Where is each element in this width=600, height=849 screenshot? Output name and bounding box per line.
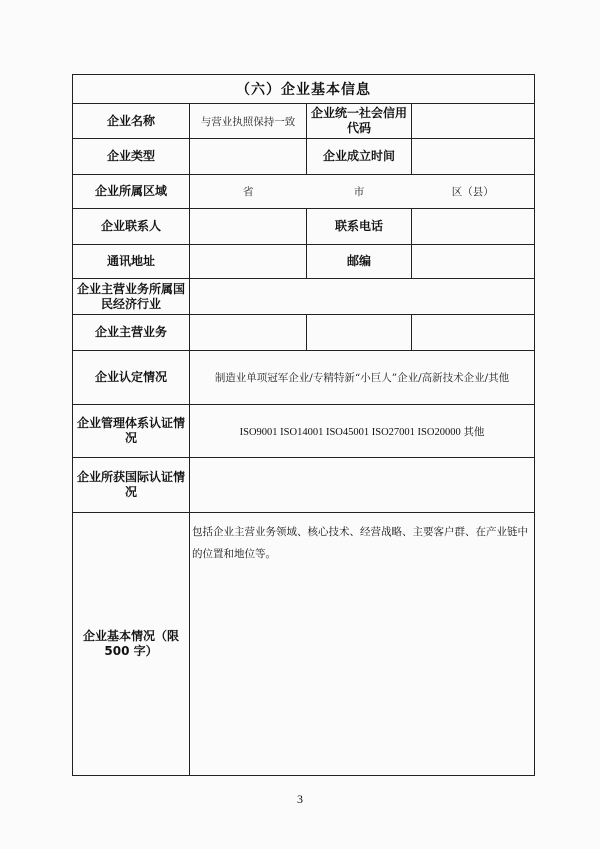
region-city-field[interactable]: 市: [307, 175, 412, 209]
enterprise-info-table: [72, 74, 535, 776]
table-row: [73, 405, 535, 458]
company-type-field[interactable]: [190, 139, 307, 175]
postcode-field[interactable]: [412, 245, 535, 279]
section-title: （六）企业基本信息: [73, 75, 535, 104]
phone-label: 联系电话: [307, 209, 412, 245]
company-name-field[interactable]: 与营业执照保持一致: [190, 104, 307, 139]
management-cert-label: 企业管理体系认证情况: [73, 405, 190, 458]
intl-cert-label: 企业所获国际认证情况: [73, 458, 190, 513]
table-row: [73, 458, 535, 513]
table-row: [73, 139, 535, 175]
main-business-field-1[interactable]: [190, 315, 307, 351]
table-row: [73, 104, 535, 139]
region-district-field[interactable]: 区（县）: [412, 175, 535, 209]
region-province-field[interactable]: 省: [190, 175, 307, 209]
contact-person-field[interactable]: [190, 209, 307, 245]
industry-label: 企业主营业务所属国民经济行业: [73, 279, 190, 315]
table-row: [73, 209, 535, 245]
credit-code-label: 企业统一社会信用代码: [307, 104, 412, 139]
company-name-label: 企业名称: [73, 104, 190, 139]
address-label: 通讯地址: [73, 245, 190, 279]
region-label: 企业所属区域: [73, 175, 190, 209]
basic-info-field[interactable]: 包括企业主营业务领域、核心技术、经营战略、主要客户群、在产业链中的位置和地位等。: [190, 513, 535, 776]
postcode-label: 邮编: [307, 245, 412, 279]
table-row: [73, 279, 535, 315]
main-business-label: 企业主营业务: [73, 315, 190, 351]
phone-field[interactable]: [412, 209, 535, 245]
main-business-field-3[interactable]: [412, 315, 535, 351]
recognition-options[interactable]: 制造业单项冠军企业/专精特新“小巨人”企业/高新技术企业/其他: [190, 351, 535, 405]
table-row: [73, 513, 535, 776]
credit-code-field[interactable]: [412, 104, 535, 139]
table-row: [73, 175, 535, 209]
table-row: [73, 315, 535, 351]
management-cert-options[interactable]: ISO9001 ISO14001 ISO45001 ISO27001 ISO20000 其他: [190, 405, 535, 458]
table-row: [73, 245, 535, 279]
founded-date-field[interactable]: [412, 139, 535, 175]
company-type-label: 企业类型: [73, 139, 190, 175]
table-row: [73, 75, 535, 104]
intl-cert-field[interactable]: [190, 458, 535, 513]
table-row: [73, 351, 535, 405]
contact-person-label: 企业联系人: [73, 209, 190, 245]
basic-info-label: 企业基本情况（限 500 字）: [73, 513, 190, 776]
industry-field[interactable]: [190, 279, 535, 315]
address-field[interactable]: [190, 245, 307, 279]
page-number: 3: [297, 792, 303, 806]
recognition-label: 企业认定情况: [73, 351, 190, 405]
main-business-field-2[interactable]: [307, 315, 412, 351]
founded-date-label: 企业成立时间: [307, 139, 412, 175]
